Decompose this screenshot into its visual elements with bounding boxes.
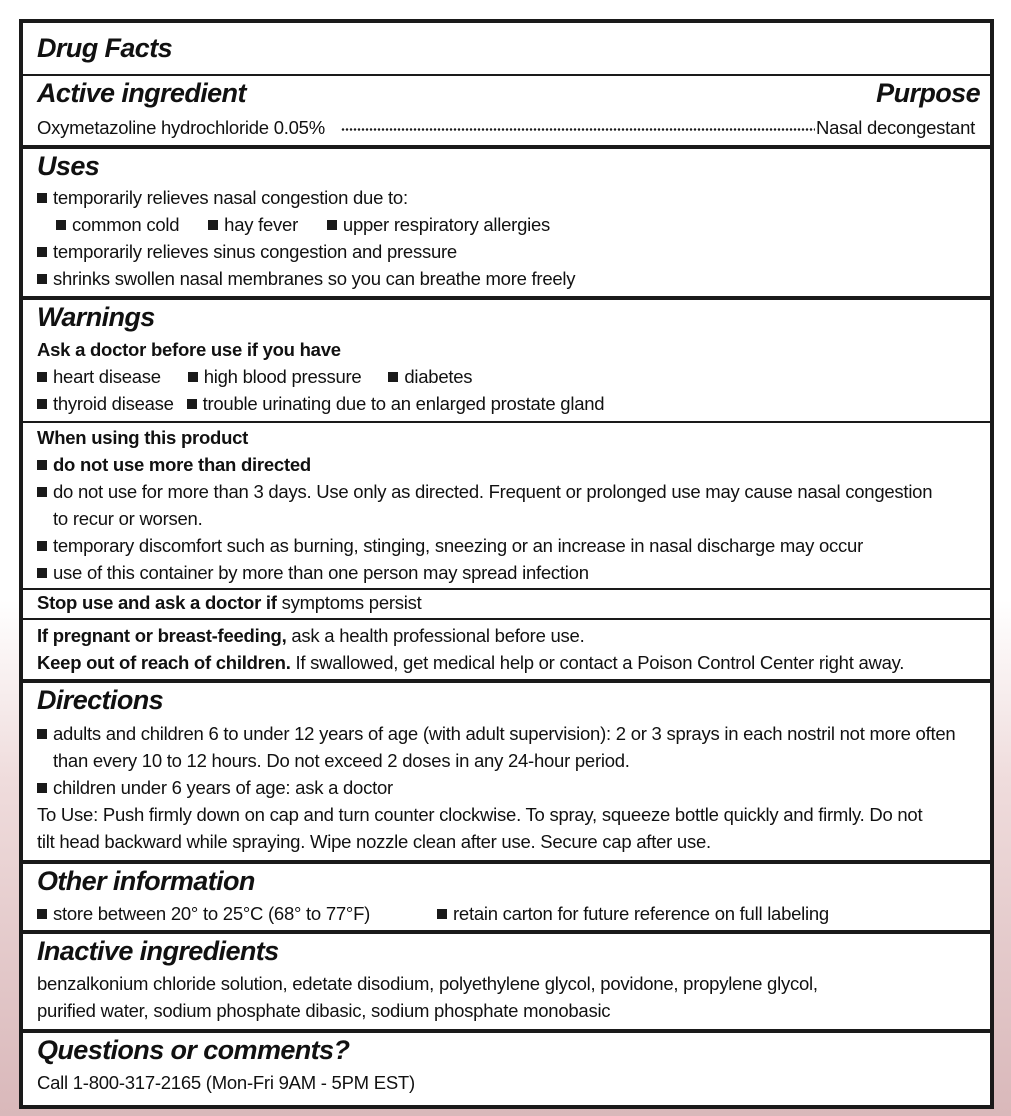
directions-item: adults and children 6 to under 12 years of age (with adult supervision): 2 or 3 sprays in each nostril not more often <box>37 723 955 745</box>
other-info-item: store between 20° to 25°C (68° to 77°F) <box>37 903 370 925</box>
bullet <box>37 193 47 203</box>
inactive-ingredients-text: benzalkonium chloride solution, edetate disodium, polyethylene glycol, povidone, propylene glycol, <box>37 973 818 994</box>
keep-out-line: Keep out of reach of children. If swallowed, get medical help or contact a Poison Control Center right away. <box>37 652 905 673</box>
to-use-text-cont: tilt head backward while spraying. Wipe nozzle clean after use. Secure cap after use. <box>37 831 711 852</box>
pregnancy-line: If pregnant or breast-feeding, ask a health professional before use. <box>37 625 585 646</box>
bullet <box>37 372 47 382</box>
uses-item: temporarily relieves sinus congestion and pressure <box>37 241 457 263</box>
questions-heading: Questions or comments? <box>37 1035 350 1065</box>
purpose-heading: Purpose <box>876 78 980 108</box>
directions-heading: Directions <box>37 685 164 715</box>
uses-item: shrinks swollen nasal membranes so you can breathe more freely <box>37 268 575 290</box>
when-using-item: use of this container by more than one person may spread infection <box>37 562 589 584</box>
bullet <box>37 487 47 497</box>
directions-item-cont: than every 10 to 12 hours. Do not exceed 2 doses in any 24-hour period. <box>53 750 630 771</box>
inactive-ingredients-text-cont: purified water, sodium phosphate dibasic, sodium phosphate monobasic <box>37 1000 611 1021</box>
active-ingredient-heading: Active ingredient <box>37 78 246 108</box>
bullet <box>37 460 47 470</box>
inactive-ingredients-heading: Inactive ingredients <box>37 936 279 966</box>
divider <box>23 860 990 864</box>
conditions-row: thyroid disease trouble urinating due to an enlarged prostate gland <box>37 393 604 415</box>
phone-line: Call 1-800-317-2165 (Mon-Fri 9AM - 5PM EST) <box>37 1072 415 1093</box>
divider <box>23 145 990 149</box>
divider <box>23 1029 990 1033</box>
active-ingredient-text: Oxymetazoline hydrochloride 0.05% <box>37 117 325 138</box>
drug-facts-panel <box>19 19 994 1109</box>
uses-item: temporarily relieves nasal congestion due to: <box>37 187 408 209</box>
bullet <box>188 372 198 382</box>
divider <box>23 679 990 683</box>
leader-dots <box>341 128 815 131</box>
conditions-row: heart disease high blood pressure diabetes <box>37 366 472 388</box>
divider <box>23 74 990 76</box>
bullet <box>187 399 197 409</box>
bullet <box>208 220 218 230</box>
when-using-item: do not use for more than 3 days. Use only as directed. Frequent or prolonged use may cause nasal congestion <box>37 481 932 503</box>
bullet <box>37 541 47 551</box>
stop-use-line: Stop use and ask a doctor if symptoms persist <box>37 592 422 613</box>
bullet <box>388 372 398 382</box>
divider <box>23 296 990 300</box>
when-using-item-cont: to recur or worsen. <box>53 508 203 529</box>
divider <box>23 421 990 423</box>
bullet <box>37 729 47 739</box>
divider <box>23 930 990 934</box>
uses-heading: Uses <box>37 151 100 181</box>
bullet <box>37 247 47 257</box>
warnings-heading: Warnings <box>37 302 155 332</box>
divider <box>23 618 990 620</box>
bullet <box>37 399 47 409</box>
ask-doctor-heading: Ask a doctor before use if you have <box>37 339 341 360</box>
divider <box>23 588 990 590</box>
uses-subitems: common cold hay fever upper respiratory allergies <box>56 214 550 236</box>
drug-facts-title: Drug Facts <box>37 33 173 63</box>
other-information-heading: Other information <box>37 866 255 896</box>
when-using-heading: When using this product <box>37 427 249 448</box>
bullet <box>437 909 447 919</box>
bullet <box>37 274 47 284</box>
when-using-item: temporary discomfort such as burning, stinging, sneezing or an increase in nasal discharge may occur <box>37 535 863 557</box>
other-info-item: retain carton for future reference on full labeling <box>437 903 829 925</box>
when-using-item: do not use more than directed <box>37 454 311 476</box>
bullet <box>327 220 337 230</box>
bullet <box>56 220 66 230</box>
bullet <box>37 783 47 793</box>
directions-item: children under 6 years of age: ask a doctor <box>37 777 393 799</box>
bullet <box>37 568 47 578</box>
to-use-text: To Use: Push firmly down on cap and turn counter clockwise. To spray, squeeze bottle quickly and firmly. Do not <box>37 804 923 825</box>
bullet <box>37 909 47 919</box>
purpose-text: Nasal decongestant <box>816 117 976 138</box>
